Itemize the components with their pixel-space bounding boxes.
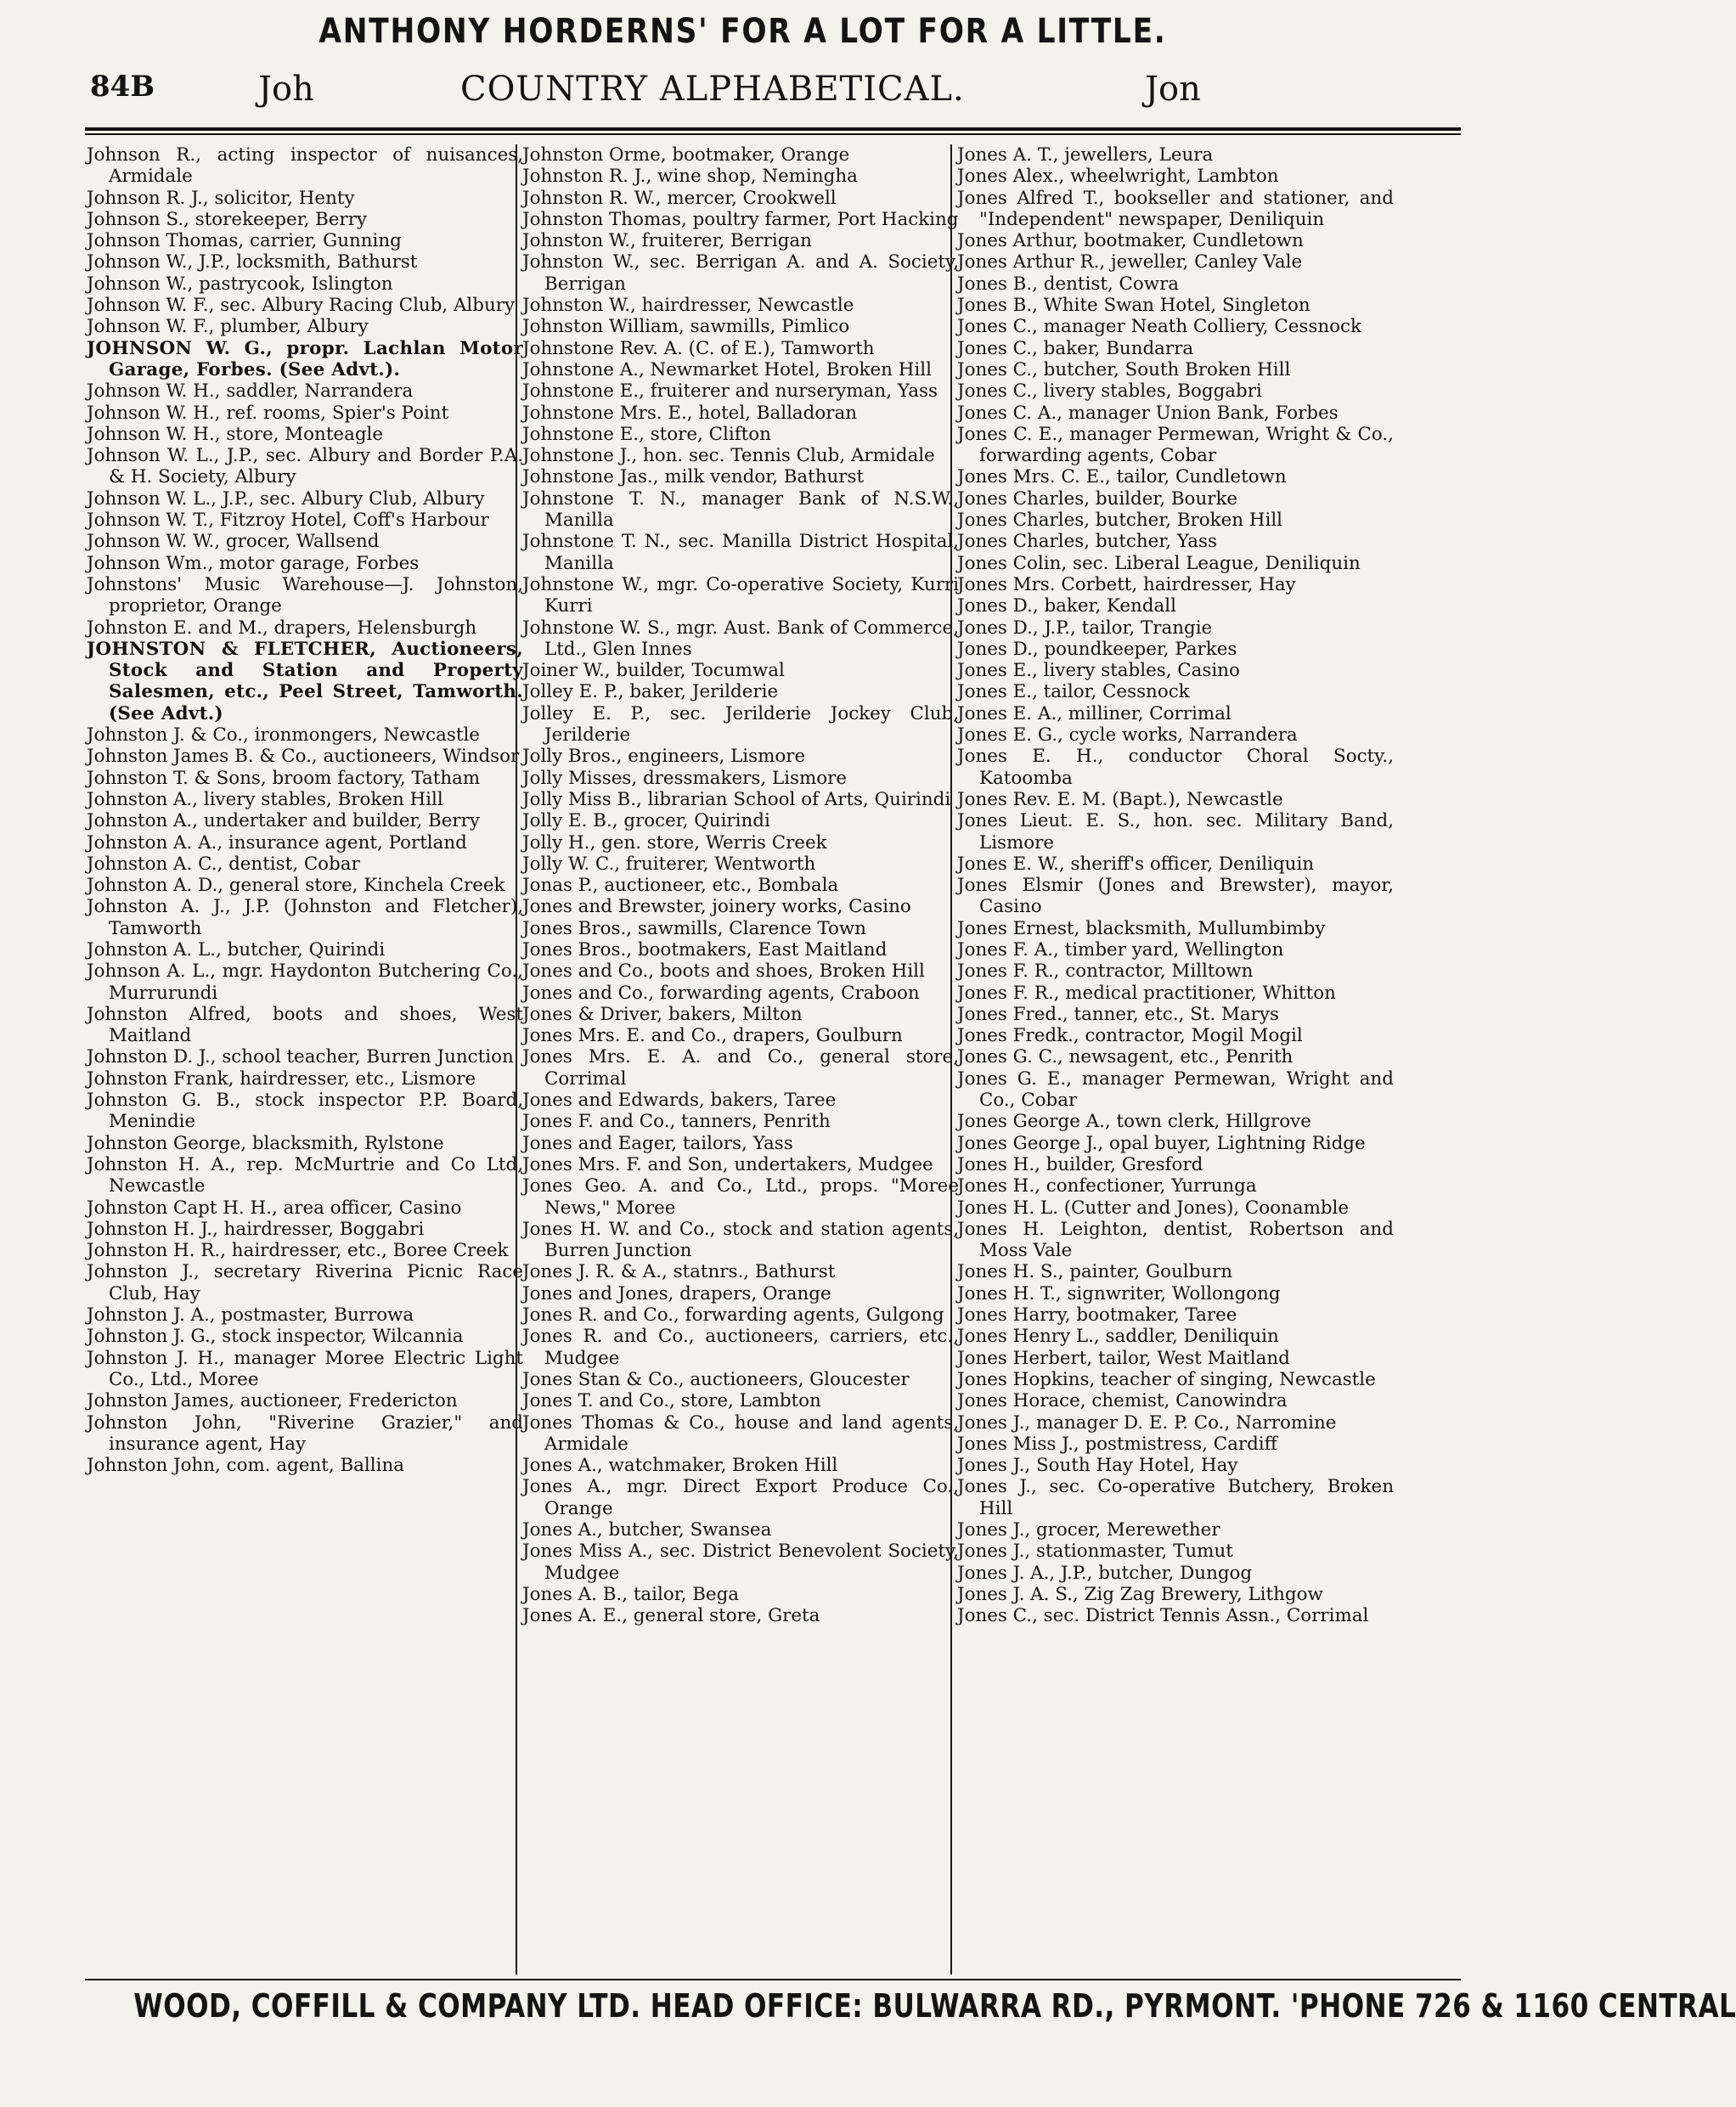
directory-entry: Johnston W., sec. Berrigan A. and A. Society, Berrigan [522,251,959,295]
page-header [90,70,1415,121]
directory-entry: Jones and Brewster, joinery works, Casino [522,896,911,918]
directory-entry: Jones Herbert, tailor, West Maitland [957,1347,1290,1369]
directory-entry: Jones C., sec. District Tennis Assn., Corrimal [957,1605,1369,1627]
directory-entry: Jones Geo. A. and Co., Ltd., props. "Moree News," Moree [522,1175,959,1219]
directory-entry: Jolly E. B., grocer, Quirindi [522,810,770,832]
directory-entry: Johnstons' Music Warehouse—J. Johnston, proprietor, Orange [87,573,523,617]
directory-entry: Jones R. and Co., auctioneers, carriers, etc., Mudgee [522,1326,959,1369]
directory-entry: Jones B., dentist, Cowra [957,273,1180,295]
directory-entry: Johnston T. & Sons, broom factory, Tatham [87,767,481,789]
directory-entry: Jones and Co., boots and shoes, Broken Hill [522,961,925,983]
column-divider [516,144,517,1975]
directory-entry: Jones J., grocer, Merewether [957,1519,1220,1541]
advert-banner-top: ANTHONY HORDERNS' FOR A LOT FOR A LITTLE. [318,12,1167,51]
directory-entry: Jolly W. C., fruiterer, Wentworth [522,853,816,875]
directory-entry: Jolly Miss B., librarian School of Arts, Quirindi [522,788,951,810]
directory-entry: Jones F. R., medical practitioner, Whitton [957,982,1336,1004]
directory-entry: Jones Mrs. E. A. and Co., general store, Corrimal [522,1046,959,1090]
directory-entry: Jones Stan & Co., auctioneers, Gloucester [522,1368,910,1390]
directory-entry: Johnson W., pastrycook, Islington [87,273,393,295]
directory-entry: Jones Miss A., sec. District Benevolent Society, Mudgee [522,1541,959,1584]
directory-entry: Jones Bros., sawmills, Clarence Town [522,917,866,939]
directory-entry: Jones George A., town clerk, Hillgrove [957,1111,1311,1133]
directory-entry: Jones Charles, builder, Bourke [957,487,1238,510]
directory-entry: Johnston A. L., butcher, Quirindi [87,938,386,961]
footer-rule [85,1979,1461,1980]
directory-entry: Jolley E. P., sec. Jerilderie Jockey Club, Jerilderie [522,702,959,746]
directory-entry: Jones H. W. and Co., stock and station agents, Burren Junction [522,1218,959,1262]
column-3 [957,144,1394,1975]
directory-entry: Jonas P., auctioneer, etc., Bombala [522,875,839,897]
directory-entry: Johnston William, sawmills, Pimlico [522,316,850,338]
directory-entry: Johnstone T. N., sec. Manilla District Hospital, Manilla [522,531,959,574]
directory-entry: Johnston E. and M., drapers, Helensburgh [87,617,477,639]
directory-entry: Johnston J., secretary Riverina Picnic Race Club, Hay [87,1261,523,1304]
column-divider [950,144,952,1975]
directory-entry: Jolly Bros., engineers, Lismore [522,746,806,768]
directory-entry: Johnson R. J., solicitor, Henty [87,187,355,209]
advert-banner-bottom: WOOD, COFFILL & COMPANY LTD. HEAD OFFICE: BULWARRA RD., PYRMONT. 'PHONE 726 & 1160 CENTRAL [133,1987,1736,2025]
directory-entry: Jones H. L. (Cutter and Jones), Coonamble [957,1197,1350,1219]
directory-entry: Johnston George, blacksmith, Rylstone [87,1132,444,1154]
directory-entry: Johnson W. H., saddler, Narrandera [87,380,414,403]
directory-entry: Johnston D. J., school teacher, Burren Junction [87,1046,514,1068]
directory-entry: Johnston John, com. agent, Ballina [87,1455,404,1477]
directory-entry: Johnson Thomas, carrier, Gunning [87,230,402,252]
directory-entry: Johnson R., acting inspector of nuisances, Armidale [87,144,523,188]
page-title: COUNTRY ALPHABETICAL. [460,70,965,109]
directory-entry: Jones H., builder, Gresford [957,1153,1203,1175]
directory-entry: Jones E. A., milliner, Corrimal [957,702,1232,724]
directory-entry: Jones Ernest, blacksmith, Mullumbimby [957,917,1326,939]
header-rule [85,127,1461,131]
directory-entry: Jones Bros., bootmakers, East Maitland [522,938,888,961]
directory-entry: Johnston J. A., postmaster, Burrowa [87,1304,414,1327]
directory-entry: Johnstone Jas., milk vendor, Bathurst [522,466,865,488]
directory-entry: Jones C. E., manager Permewan, Wright & Co., forwarding agents, Cobar [957,423,1394,467]
directory-entry: JOHNSON W. G., propr. Lachlan Motor Garage, Forbes. (See Advt.). [87,337,523,380]
directory-entry: Jones J., sec. Co-operative Butchery, Broken Hill [957,1476,1394,1519]
directory-entry: Johnston Thomas, poultry farmer, Port Hacking [522,208,959,230]
directory-entry: Jones D., baker, Kendall [957,595,1176,617]
directory-entry: Johnston G. B., stock inspector P.P. Board, Menindie [87,1090,523,1133]
directory-entry: Jones Hopkins, teacher of singing, Newcastle [957,1368,1376,1390]
directory-entry: Johnson Wm., motor garage, Forbes [87,552,420,574]
directory-entry: Jones Mrs. C. E., tailor, Cundletown [957,466,1287,488]
directory-entry: Jones A., butcher, Swansea [522,1519,772,1541]
directory-entry: Jones F. and Co., tanners, Penrith [522,1111,831,1133]
directory-entry: Johnson W. H., store, Monteagle [87,423,384,445]
directory-entry: Jones J. A. S., Zig Zag Brewery, Lithgow [957,1583,1323,1605]
directory-entry: Jones Rev. E. M. (Bapt.), Newcastle [957,788,1283,810]
directory-entry: Johnstone W., mgr. Co-operative Society, Kurri Kurri [522,573,959,617]
directory-entry: JOHNSTON & FLETCHER, Auctioneers, Stock and Station and Property Salesmen, etc., Peel Street, Tamworth. (See Advt.) [87,638,523,724]
column-2 [522,144,959,1975]
directory-entry: Jones J., South Hay Hotel, Hay [957,1455,1238,1477]
directory-entry: Johnston A. D., general store, Kinchela Creek [87,875,505,897]
directory-entry: Jones Mrs. F. and Son, undertakers, Mudgee [522,1153,933,1175]
directory-entry: Jones Elsmir (Jones and Brewster), mayor, Casino [957,875,1394,918]
directory-entry: Johnston Capt H. H., area officer, Casino [87,1197,462,1219]
directory-entry: Jones H. S., painter, Goulburn [957,1261,1233,1283]
directory-entry: Johnston W., hairdresser, Newcastle [522,295,854,317]
directory-entry: Jones C., manager Neath Colliery, Cessnock [957,316,1361,338]
directory-entry: Jones D., J.P., tailor, Trangie [957,617,1213,639]
directory-entry: Johnston H. A., rep. McMurtrie and Co Ltd, Newcastle [87,1153,523,1197]
directory-entry: Jones C., baker, Bundarra [957,337,1194,359]
directory-entry: Johnstone E., store, Clifton [522,423,771,445]
directory-entry: Johnston A., undertaker and builder, Berry [87,810,480,832]
directory-entry: Jones G. E., manager Permewan, Wright and Co., Cobar [957,1068,1394,1112]
directory-entry: Johnson W. T., Fitzroy Hotel, Coff's Harbour [87,510,489,532]
directory-entry: Jones J. R. & A., statnrs., Bathurst [522,1261,836,1283]
directory-entry: Jones Harry, bootmaker, Taree [957,1304,1237,1327]
directory-entry: Jones Arthur, bootmaker, Cundletown [957,230,1304,252]
directory-entry: Jones T. and Co., store, Lambton [522,1390,821,1412]
directory-entry: Jones E. G., cycle works, Narrandera [957,724,1298,746]
directory-entry: Johnston John, "Riverine Grazier," and insurance agent, Hay [87,1411,523,1455]
directory-entry: Jones Mrs. Corbett, hairdresser, Hay [957,573,1296,595]
directory-entry: Jones Alfred T., bookseller and stationer, and "Independent" newspaper, Deniliquin [957,187,1394,230]
directory-entry: Jones Charles, butcher, Yass [957,531,1217,553]
directory-entry: Johnston A. J., J.P. (Johnston and Fletcher), Tamworth [87,896,523,939]
directory-entry: Johnson W. L., J.P., sec. Albury and Border P.A. & H. Society, Albury [87,445,523,488]
directory-entry: Jones A. E., general store, Greta [522,1605,820,1627]
directory-entry: Jones Fredk., contractor, Mogil Mogil [957,1025,1303,1047]
directory-entry: Jones J., stationmaster, Tumut [957,1541,1233,1563]
right-guide-word: Jon [1145,70,1201,109]
directory-entry: Johnston J. G., stock inspector, Wilcannia [87,1326,464,1348]
directory-entry: Jones E., livery stables, Casino [957,660,1240,682]
directory-entry: Jones F. A., timber yard, Wellington [957,938,1284,961]
directory-entry: Jones F. R., contractor, Milltown [957,961,1254,983]
directory-entry: Jolly H., gen. store, Werris Creek [522,831,827,854]
directory-entry: Jones Henry L., saddler, Deniliquin [957,1326,1279,1348]
directory-entry: Johnson A. L., mgr. Haydonton Butchering Co., Murrurundi [87,961,523,1004]
directory-entry: Johnstone E., fruiterer and nurseryman, Yass [522,380,938,403]
left-guide-word: Joh [258,70,314,109]
directory-entry: Jones G. C., newsagent, etc., Penrith [957,1046,1294,1068]
directory-entry: Johnston James B. & Co., auctioneers, Windsor [87,746,520,768]
directory-entry: Jones C., butcher, South Broken Hill [957,358,1291,380]
directory-entry: Johnson W. F., plumber, Albury [87,316,369,338]
directory-entry: Johnson W., J.P., locksmith, Bathurst [87,251,418,273]
directory-entry: Jones Alex., wheelwright, Lambton [957,166,1279,188]
directory-entry: Johnston A., livery stables, Broken Hill [87,788,443,810]
directory-entry: Jones E. H., conductor Choral Socty., Katoomba [957,746,1394,789]
directory-entry: Jones & Driver, bakers, Milton [522,1003,803,1025]
directory-entry: Jones A., mgr. Direct Export Produce Co., Orange [522,1476,959,1519]
directory-entry: Joiner W., builder, Tocumwal [522,660,785,682]
directory-entry: Jones J., manager D. E. P. Co., Narromine [957,1411,1337,1434]
directory-entry: Jones Colin, sec. Liberal League, Deniliquin [957,552,1361,574]
directory-entry: Jones D., poundkeeper, Parkes [957,638,1237,660]
directory-entry: Johnston H. J., hairdresser, Boggabri [87,1218,425,1240]
directory-entry: Johnson W. F., sec. Albury Racing Club, Albury [87,295,516,317]
directory-entry: Jones Mrs. E. and Co., drapers, Goulburn [522,1025,903,1047]
directory-entry: Jones and Co., forwarding agents, Craboon [522,982,920,1004]
directory-entry: Jones A., watchmaker, Broken Hill [522,1455,838,1477]
directory-entry: Jones B., White Swan Hotel, Singleton [957,295,1310,317]
directory-entry: Johnstone J., hon. sec. Tennis Club, Armidale [522,445,935,467]
directory-entry: Jones A. B., tailor, Bega [522,1583,740,1605]
directory-entry: Jones Thomas & Co., house and land agents, Armidale [522,1411,959,1455]
directory-entry: Jolley E. P., baker, Jerilderie [522,681,779,703]
directory-entry: Johnstone W. S., mgr. Aust. Bank of Commerce, Ltd., Glen Innes [522,617,959,660]
directory-columns [85,144,1461,1975]
directory-entry: Jones Charles, butcher, Broken Hill [957,510,1283,532]
directory-entry: Jones Arthur R., jeweller, Canley Vale [957,251,1303,273]
directory-entry: Johnstone A., Newmarket Hotel, Broken Hill [522,358,932,380]
directory-entry: Jones H., confectioner, Yurrunga [957,1175,1257,1197]
directory-entry: Jones E., tailor, Cessnock [957,681,1190,703]
directory-entry: Jones H. T., signwriter, Wollongong [957,1282,1281,1304]
directory-entry: Johnston James, auctioneer, Fredericton [87,1390,458,1412]
directory-entry: Johnson W. W., grocer, Wallsend [87,531,380,553]
directory-entry: Jones H. Leighton, dentist, Robertson and Moss Vale [957,1218,1394,1262]
directory-entry: Johnson W. H., ref. rooms, Spier's Point [87,402,449,424]
directory-entry: Jolly Misses, dressmakers, Lismore [522,767,848,789]
header-rule-thin [85,133,1461,135]
directory-entry: Johnston J. H., manager Moree Electric Light Co., Ltd., Moree [87,1347,523,1390]
directory-entry: Jones R. and Co., forwarding agents, Gulgong [522,1304,944,1327]
directory-entry: Johnston W., fruiterer, Berrigan [522,230,812,252]
directory-entry: Johnston R. J., wine shop, Nemingha [522,166,858,188]
directory-entry: Jones J. A., J.P., butcher, Dungog [957,1562,1253,1584]
directory-entry: Jones C., livery stables, Boggabri [957,380,1262,403]
directory-entry: Jones and Jones, drapers, Orange [522,1282,831,1304]
directory-entry: Johnston Orme, bootmaker, Orange [522,144,850,166]
directory-entry: Jones Miss J., postmistress, Cardiff [957,1433,1277,1455]
directory-entry: Johnstone Mrs. E., hotel, Balladoran [522,402,857,424]
directory-entry: Jones C. A., manager Union Bank, Forbes [957,402,1339,424]
column-1 [87,144,523,1975]
directory-entry: Jones and Eager, tailors, Yass [522,1132,793,1154]
directory-entry: Johnston Frank, hairdresser, etc., Lismore [87,1068,476,1090]
directory-entry: Johnstone T. N., manager Bank of N.S.W., Manilla [522,487,959,532]
directory-entry: Johnston Alfred, boots and shoes, West Maitland [87,1003,523,1047]
directory-entry: Jones Lieut. E. S., hon. sec. Military Band, Lismore [957,810,1394,854]
directory-entry: Johnston A. A., insurance agent, Portland [87,831,467,854]
directory-entry: Johnston R. W., mercer, Crookwell [522,187,837,209]
directory-entry: Jones A. T., jewellers, Leura [957,144,1214,166]
directory-entry: Jones Horace, chemist, Canowindra [957,1390,1288,1412]
directory-entry: Jones E. W., sheriff's officer, Deniliquin [957,853,1315,875]
directory-entry: Johnston A. C., dentist, Cobar [87,853,360,875]
directory-entry: Jones and Edwards, bakers, Taree [522,1090,837,1112]
directory-entry: Johnstone Rev. A. (C. of E.), Tamworth [522,337,875,359]
directory-entry: Johnson W. L., J.P., sec. Albury Club, Albury [87,487,485,510]
directory-entry: Johnson S., storekeeper, Berry [87,208,368,230]
directory-entry: Johnston H. R., hairdresser, etc., Boree Creek [87,1240,509,1262]
page-number: 84B [90,70,155,104]
directory-entry: Jones Fred., tanner, etc., St. Marys [957,1003,1279,1025]
directory-entry: Johnston J. & Co., ironmongers, Newcastle [87,724,480,746]
directory-entry: Jones George J., opal buyer, Lightning Ridge [957,1132,1366,1154]
